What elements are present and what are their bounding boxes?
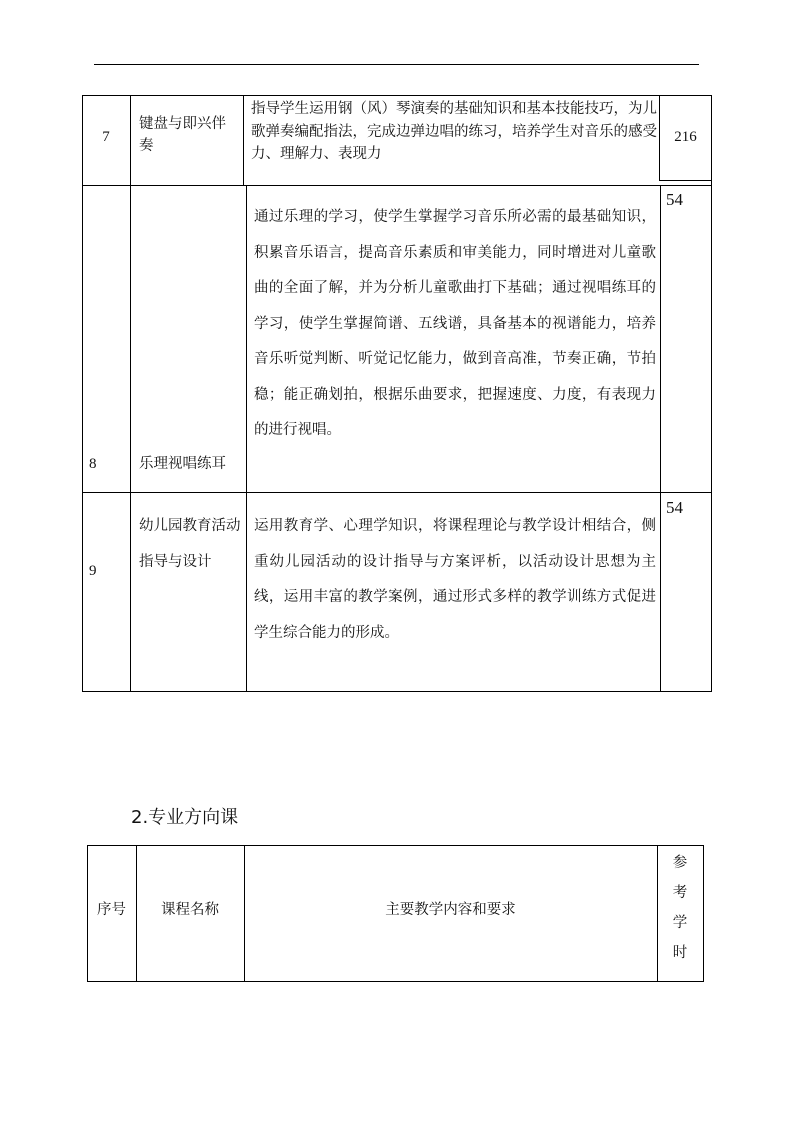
table-border [243,95,244,185]
header-no: 序号 [97,902,126,918]
course-hours: 54 [666,498,683,517]
course-hours: 54 [666,190,683,209]
header-hours-char: 时 [672,945,688,961]
header-content: 主要教学内容和要求 [385,902,516,918]
table-border [246,185,247,692]
header-course-name: 课程名称 [161,902,219,918]
header-hours-char: 学 [672,915,688,931]
table-border [659,180,712,181]
course-name: 键盘与即兴伴奏 [139,116,226,154]
row-number: 8 [89,456,97,472]
header-rule [94,64,699,65]
course-content: 指导学生运用钢（风）琴演奏的基础知识和基本技能技巧，为儿歌弹奏编配指法，完成边弹边唱的练习，培养学生对音乐的感受力、理解力、表现力 [251,101,657,162]
table-border [703,845,704,982]
header-hours-char: 考 [672,885,688,901]
table-border [82,185,712,186]
course-hours: 216 [674,129,697,145]
row-number: 7 [102,129,110,145]
table-border [82,492,712,493]
table-border [87,981,704,982]
course-content: 通过乐理的学习，使学生掌握学习音乐所必需的最基础知识，积累音乐语言，提高音乐素质和审美能力，同时增进对儿童歌曲的全面了解，并为分析儿童歌曲打下基础；通过视唱练耳的学习，使学生掌握简谱、五线谱，具备基本的视谱能力，培养音乐听觉判断、听觉记忆能力，做到音高准，节奏正确，节拍稳；能正确划拍，根据乐曲要求，把握速度、力度，有表现力的进行视唱。 [254,209,656,438]
course-name: 乐理视唱练耳 [139,456,226,472]
table-border [87,845,704,846]
table-border [82,691,712,692]
course-name: 幼儿园教育活动指导与设计 [139,518,241,570]
section-heading: 2.专业方向课 [131,807,239,828]
table-border [660,185,661,692]
course-content: 运用教育学、心理学知识，将课程理论与教学设计相结合，侧重幼儿园活动的设计指导与方案评析，以活动设计思想为主线，运用丰富的教学案例，通过形式多样的教学训练方式促进学生综合能力的形成。 [254,518,656,641]
row-number: 9 [89,563,97,579]
table-border [82,95,712,96]
header-hours-char: 参 [672,855,688,871]
